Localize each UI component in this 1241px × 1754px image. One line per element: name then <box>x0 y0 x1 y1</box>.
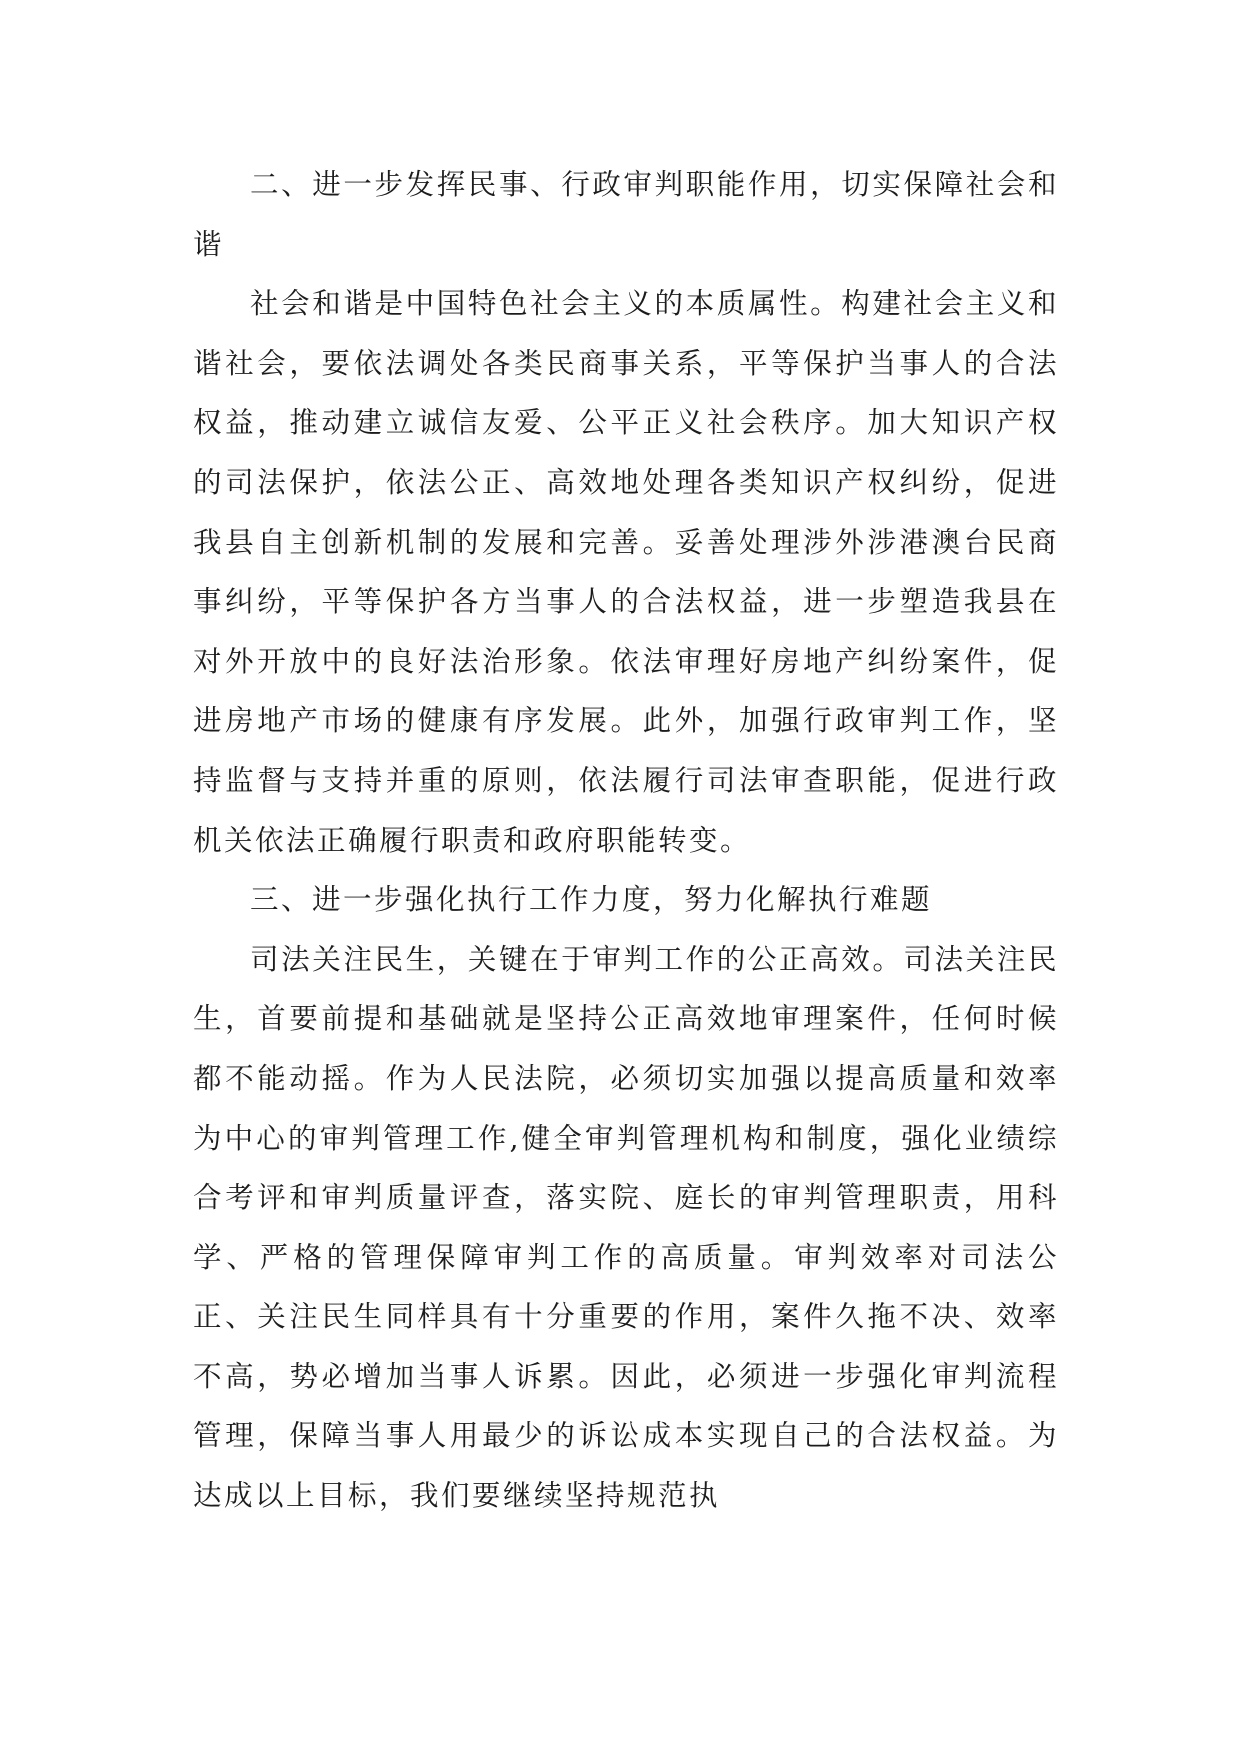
body-paragraph: 司法关注民生，关键在于审判工作的公正高效。司法关注民生，首要前提和基础就是坚持公正高效地审理案件，任何时候都不能动摇。作为人民法院，必须切实加强以提高质量和效率为中心的审判管理工作,健全审判管理机构和制度，强化业绩综合考评和审判质量评查，落实院、庭长的审判管理职责，用科学、严格的管理保障审判工作的高质量。审判效率对司法公正、关注民生同样具有十分重要的作用，案件久拖不决、效率不高，势必增加当事人诉累。因此，必须进一步强化审判流程管理，保障当事人用最少的诉讼成本实现自己的合法权益。为达成以上目标，我们要继续坚持规范执 <box>193 942 1059 1513</box>
section-heading-2: 二、进一步发挥民事、行政审判职能作用，切实保障社会和谐 <box>193 168 1059 261</box>
body-paragraph: 社会和谐是中国特色社会主义的本质属性。构建社会主义和谐社会，要依法调处各类民商事关系，平等保护当事人的合法权益，推动建立诚信友爱、公平正义社会秩序。加大知识产权的司法保护，依法公正、高效地处理各类知识产权纠纷，促进我县自主创新机制的发展和完善。妥善处理涉外涉港澳台民商事纠纷，平等保护各方当事人的合法权益，进一步塑造我县在对外开放中的良好法治形象。依法审理好房地产纠纷案件，促进房地产市场的健康有序发展。此外，加强行政审判工作，坚持监督与支持并重的原则，依法履行司法审查职能，促进行政机关依法正确履行职责和政府职能转变。 <box>193 287 1059 857</box>
document-body <box>193 155 1059 1526</box>
section-heading-3: 三、进一步强化执行工作力度，努力化解执行难题 <box>250 883 933 917</box>
